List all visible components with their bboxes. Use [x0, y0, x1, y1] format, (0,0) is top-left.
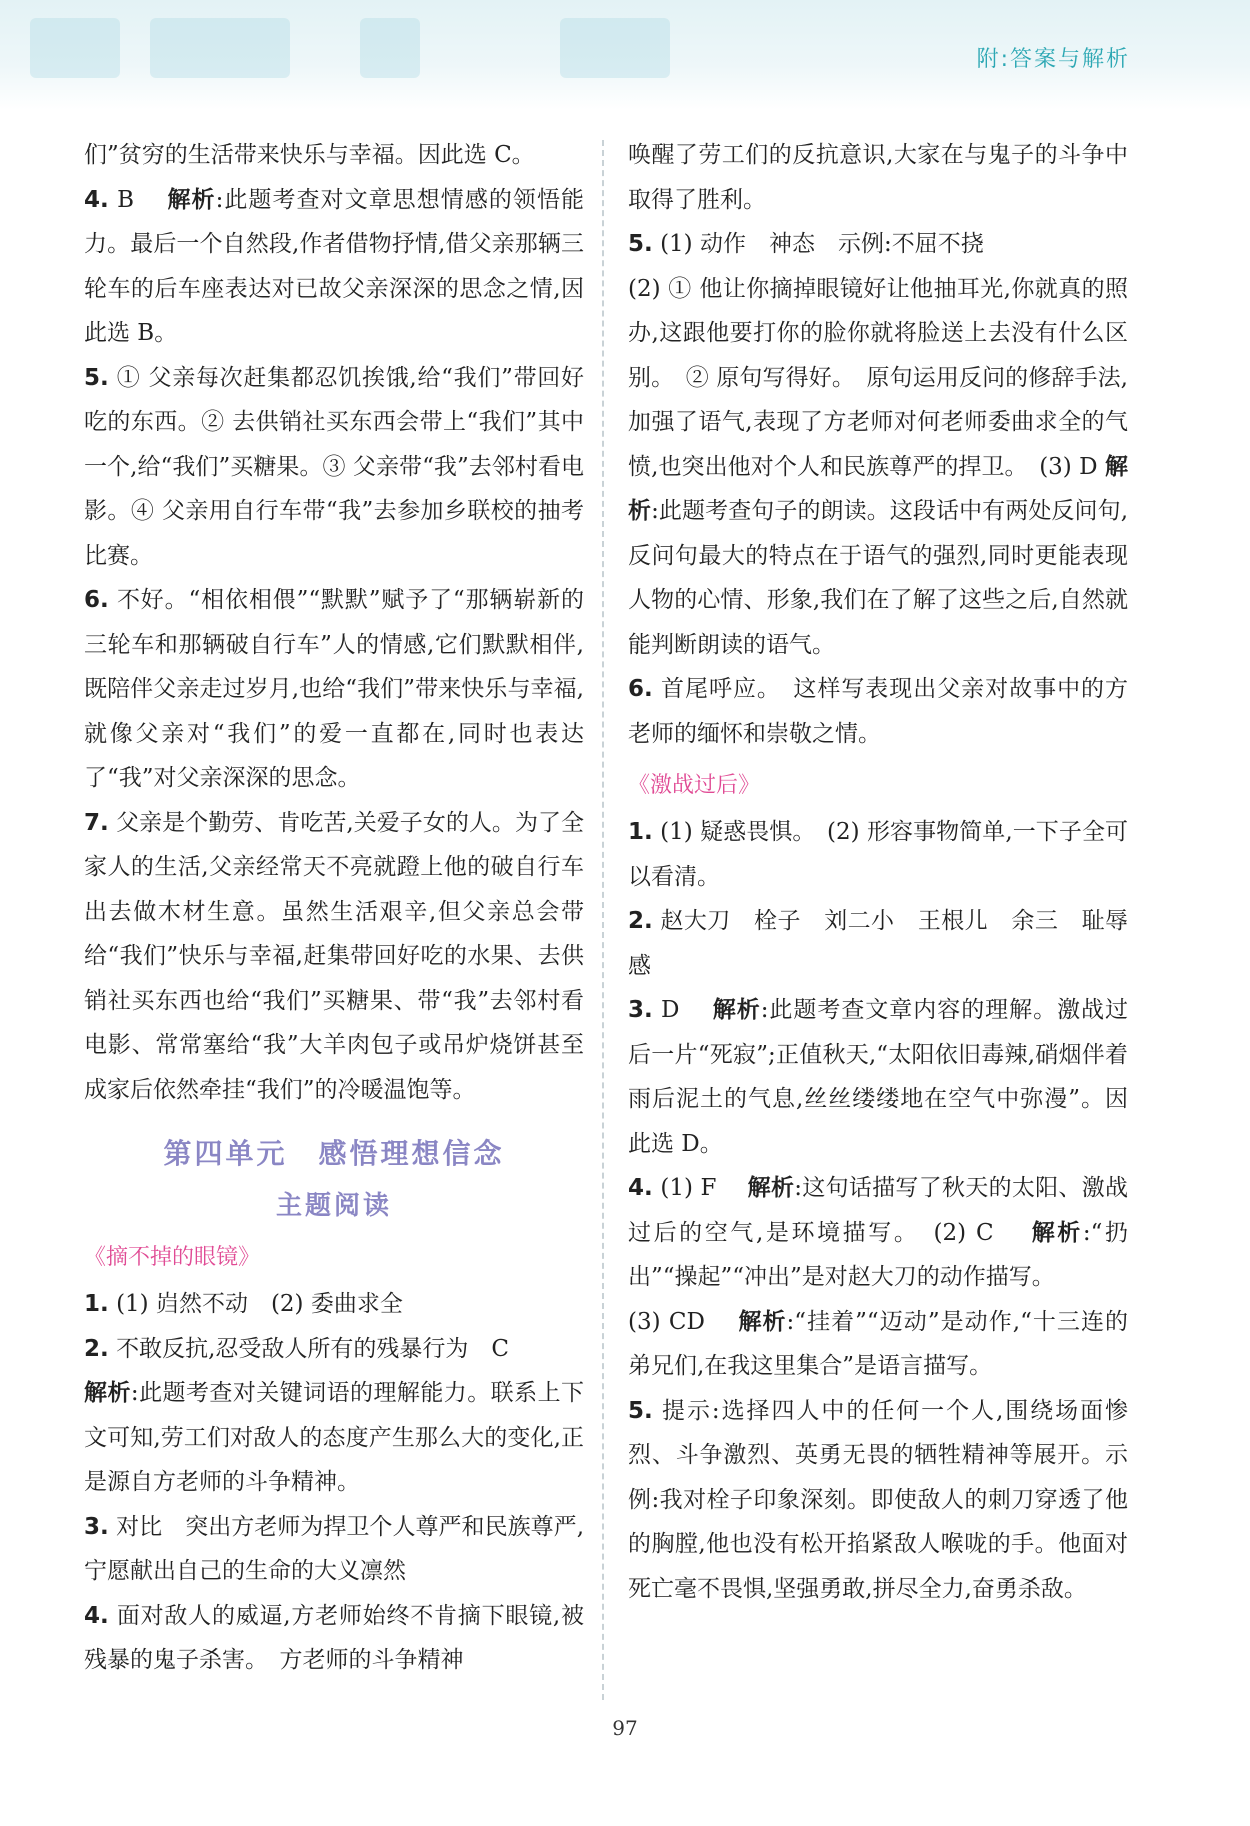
header-band	[0, 0, 1250, 110]
answer-block: 7. 父亲是个勤劳、肯吃苦,关爱子女的人。为了全家人的生活,父亲经常天不亮就蹬上他的破自行车出去做木材生意。虽然生活艰辛,但父亲总会带给“我们”快乐与幸福,赶集带回好吃的水果、去供销社买东西也给“我们”买糖果、带“我”去邻村看电影、常常塞给“我”大羊肉包子或吊炉烧饼甚至成家后依然牵挂“我们”的冷暖温饱等。	[84, 809, 585, 1103]
answer-block: 5. ① 父亲每次赶集都忍饥挨饿,给“我们”带回好吃的东西。② 去供销社买东西会带上“我们”其中一个,给“我们”买糖果。③ 父亲带“我”去邻村看电影。④ 父亲用自行车带“我”去参加乡联校的抽考比赛。	[84, 364, 584, 569]
header-decoration	[360, 18, 420, 78]
page-number: 97	[612, 1716, 638, 1740]
answer-block: 1. (1) 岿然不动 (2) 委曲求全	[84, 1291, 403, 1317]
answer-block: 们”贫穷的生活带来快乐与幸福。因此选 C。	[84, 142, 535, 168]
section-title: 《摘不掉的眼镜》	[84, 1245, 261, 1270]
answer-block: 2. 不敢反抗,忍受敌人所有的残暴行为 C 解析:此题考查对关键词语的理解能力。联系上下文可知,劳工们对敌人的态度产生那么大的变化,正是源自方老师的斗争精神。	[84, 1335, 585, 1495]
answer-block: 6. 不好。“相依相偎”“默默”赋予了“那辆崭新的三轮车和那辆破自行车”人的情感,它们默默相伴,既陪伴父亲走过岁月,也给“我们”带来快乐与幸福,就像父亲对“我们”的爱一直都在,同时也表达了“我”对父亲深深的思念。	[84, 587, 585, 791]
answer-block: 6. 首尾呼应。 这样写表现出父亲对故事中的方老师的缅怀和崇敬之情。	[628, 676, 1129, 747]
answer-block: 1. (1) 疑惑畏惧。 (2) 形容事物简单,一下子全可以看清。	[628, 819, 1129, 890]
answer-block: 4. (1) F 解析:这句话描写了秋天的太阳、激战过后的空气,是环境描写。 (2) C 解析:“扔出”“操起”“冲出”是对赵大刀的动作描写。 (3) CD 解析:“挂着”“迈动”是动作,“十三连的弟兄们,在我这里集合”是语言描写。	[628, 1175, 1129, 1379]
answer-block: 5. 提示:选择四人中的任何一个人,围绕场面惨烈、斗争激烈、英勇无畏的牺牲精神等展开。示例:我对栓子印象深刻。即使敌人的刺刀穿透了他的胸膛,他也没有松开掐紧敌人喉咙的手。他面对死亡毫不畏惧,坚强勇敢,拼尽全力,奋勇杀敌。	[628, 1397, 1129, 1602]
column-divider	[602, 140, 604, 1700]
answer-block: 2. 赵大刀 栓子 刘二小 王根儿 余三 耻辱感	[628, 908, 1129, 979]
answer-block: 3. 对比 突出方老师为捍卫个人尊严和民族尊严,宁愿献出自己的生命的大义凛然	[84, 1513, 585, 1584]
unit-title: 第四单元 感悟理想信念	[163, 1137, 505, 1170]
answer-block: 4. B 解析:此题考查对文章思想情感的领悟能力。最后一个自然段,作者借物抒情,借父亲那辆三轮车的后车座表达对已故父亲深深的思念之情,因此选 B。	[84, 186, 585, 346]
header-title: 附:答案与解析	[976, 47, 1130, 72]
answer-block: (2) ① 他让你摘掉眼镜好让他抽耳光,你就真的照办,这跟他要打你的脸你就将脸送上去没有什么区别。 ② 原句写得好。 原句运用反问的修辞手法,加强了语气,表现了方老师对何老师委曲求全的气愤,也突出他对个人和民族尊严的捍卫。 (3) D 解析:此题考查句子的朗读。这段话中有两处反问句,反问句最大的特点在于语气的强烈,同时更能表现人物的心情、形象,我们在了解了这些之后,自然就能判断朗读的语气。	[628, 275, 1129, 658]
header-decoration	[30, 18, 120, 78]
left-column	[84, 133, 584, 1683]
answer-block: 3. D 解析:此题考查文章内容的理解。激战过后一片“死寂”;正值秋天,“太阳依旧毒辣,硝烟伴着雨后泥土的气息,丝丝缕缕地在空气中弥漫”。因此选 D。	[628, 997, 1129, 1157]
answer-block: 4. 面对敌人的威逼,方老师始终不肯摘下眼镜,被残暴的鬼子杀害。 方老师的斗争精神	[84, 1602, 585, 1673]
section-title: 《激战过后》	[628, 773, 761, 798]
answer-block: 5. (1) 动作 神态 示例:不屈不挠	[628, 231, 984, 257]
sub-title: 主题阅读	[275, 1191, 392, 1221]
answer-block: 唤醒了劳工们的反抗意识,大家在与鬼子的斗争中取得了胜利。	[628, 142, 1128, 213]
right-column	[628, 133, 1128, 1611]
header-decoration	[560, 18, 670, 78]
header-decoration	[150, 18, 290, 78]
